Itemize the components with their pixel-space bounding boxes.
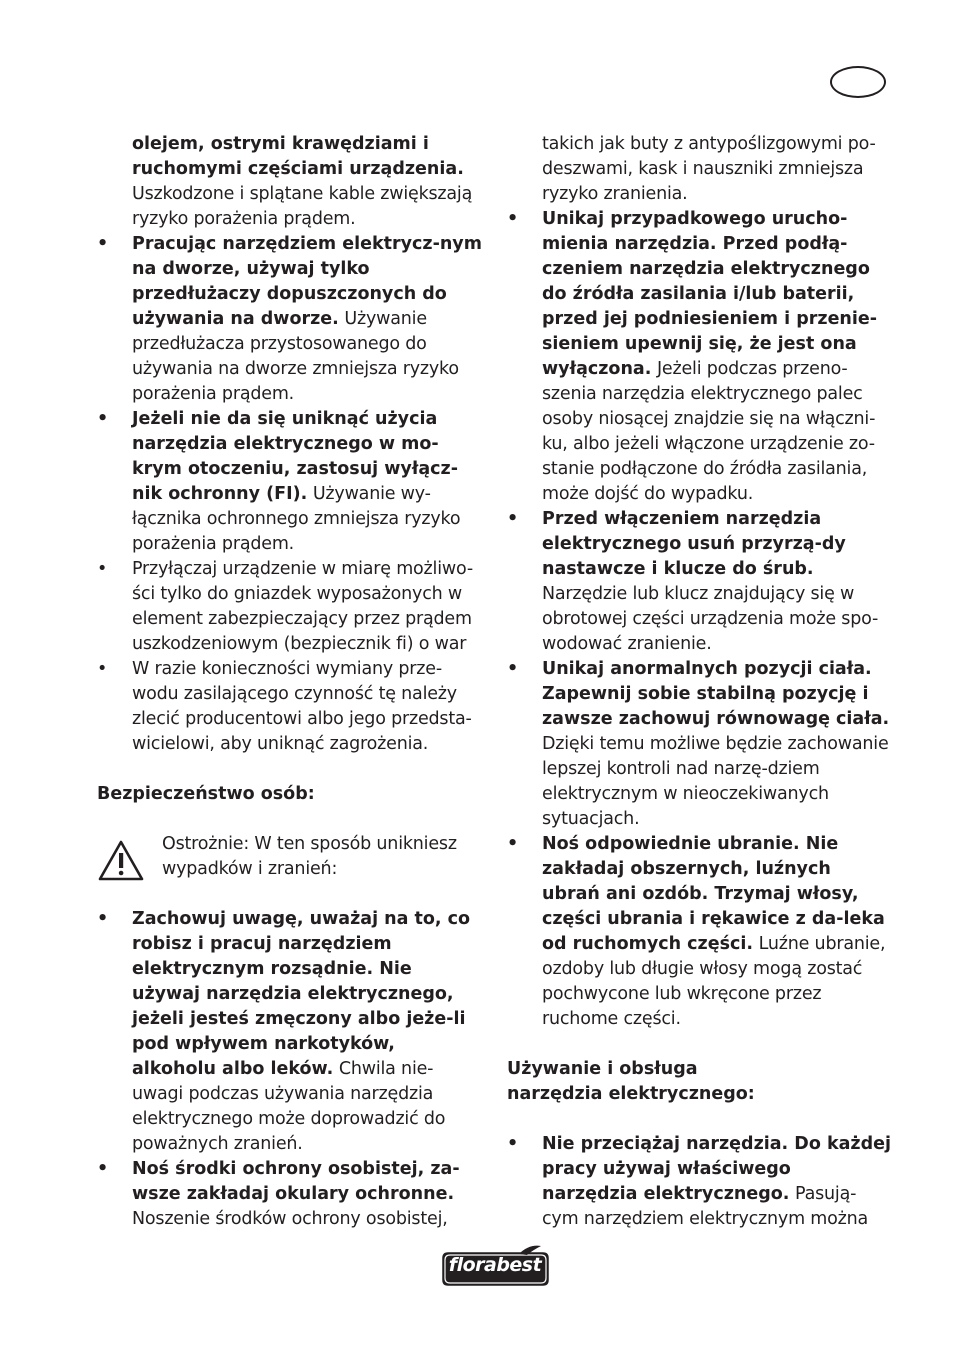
warning-block [97, 832, 482, 882]
item-text: Pasują-cym narzędziem elektrycznym można [542, 1184, 869, 1229]
language-badge [830, 66, 886, 98]
florabest-logo [437, 1244, 553, 1290]
list-item [507, 132, 892, 207]
item-bold-text: Noś odpowiednie ubranie. Nie zakładaj obszernych, luźnych ubrań ani ozdób. Trzymaj włosy, części ubrania i rękawice z da-leka od ruchomych części. [542, 834, 885, 954]
right-column [507, 132, 892, 1232]
item-text: Chwila nie-uwagi podczas używania narzędzia elektrycznego może doprowadzić do poważnych zranień. [132, 1059, 446, 1154]
list-item [507, 1132, 892, 1232]
list-item [507, 657, 892, 832]
item-text: Dzięki temu możliwe będzie zachowanie lepszej kontroli nad narzę-dziem elektrycznym w nieoczekiwanych sytuacjach. [542, 734, 889, 829]
item-text: W razie konieczności wymiany prze-wodu zasilającego czynność tę należy zlecić producentowi albo jego przedsta-wicielowi, aby uniknąć zagrożenia. [132, 659, 472, 754]
section-heading-line: narzędzia elektrycznego: [507, 1084, 755, 1104]
warning-text: Ostrożnie: W ten sposób unikniesz wypadków i zranień: [162, 834, 457, 879]
item-text: Luźne ubranie, ozdoby lub długie włosy mogą zostać pochwycone lub wkręcone przez ruchome części. [542, 934, 886, 1029]
list-item [97, 132, 482, 232]
item-bold-text: olejem, ostrymi krawędziami i ruchomymi częściami urządzenia. [132, 134, 464, 179]
item-bold-text: Pracując narzędziem elektrycz-nym na dworze, używaj tylko przedłużaczy dopuszczonych do używania na dworze. [132, 234, 482, 329]
item-bold-text: Unikaj przypadkowego urucho-mienia narzędzia. Przed podłą-czeniem narzędzia elektrycznego do źródła zasilania i/lub baterii, przed jej podniesieniem i przenie-sieniem upewnij się, że jest ona wyłączona. [542, 209, 878, 379]
item-text: Jeżeli podczas przeno-szenia narzędzia elektrycznego palec osoby niosącej znajdzie się na włączni-ku, albo jeżeli włączone urządzenie zo-stanie podłączone do źródła zasilania, może dojść do wypadku. [542, 359, 876, 504]
list-item [97, 1157, 482, 1232]
list-item [507, 207, 892, 507]
item-bold-text: Noś środki ochrony osobistej, za-wsze zakładaj okulary ochronne. [132, 1159, 460, 1204]
section-heading [507, 1057, 892, 1107]
item-text: Noszenie środków ochrony osobistej, [132, 1209, 448, 1229]
item-text: takich jak buty z antypoślizgowymi po-deszwami, kask i nauszniki zmniejsza ryzyko zranienia. [542, 134, 876, 204]
list-item [97, 557, 482, 657]
list-item [507, 507, 892, 657]
item-bold-text: Nie przeciążaj narzędzia. Do każdej pracy używaj właściwego narzędzia elektrycznego. [542, 1134, 891, 1204]
item-text: Przyłączaj urządzenie w miarę możliwo-ści tylko do gniazdek wyposażonych w element zabezpieczający przez prądem uszkodzeniowym (bezpiecznik fi) o war [132, 559, 473, 654]
item-text: Narzędzie lub klucz znajdujący się w obrotowej części urządzenia może spo-wodować zranienie. [542, 584, 879, 654]
item-text: Używanie przedłużacza przystosowanego do używania na dworze zmniejsza ryzyko porażenia prądem. [132, 309, 459, 404]
list-item [97, 907, 482, 1157]
item-text: Uszkodzone i splątane kable zwiększają ryzyko porażenia prądem. [132, 184, 473, 229]
left-column [97, 132, 482, 1232]
item-bold-text: Zachowuj uwagę, uważaj na to, co robisz i pracuj narzędziem elektrycznym rozsądnie. Nie używaj narzędzia elektrycznego, jeżeli jesteś zmęczony albo jeże-li pod wpływem narkotyków, alkoholu albo leków. [132, 909, 471, 1079]
item-bold-text: Unikaj anormalnych pozycji ciała. Zapewnij sobie stabilną pozycję i zawsze zachowuj równowagę ciała. [542, 659, 890, 729]
item-bold-text: Jeżeli nie da się uniknąć użycia narzędzia elektrycznego w mo-krym otoczeniu, zastosuj wyłącz-nik ochronny (FI). [132, 409, 458, 504]
logo-text: florabest [448, 1254, 542, 1276]
section-heading: Bezpieczeństwo osób: [97, 784, 315, 804]
item-bold-text: Przed włączeniem narzędzia elektrycznego usuń przyrzą-dy nastawcze i klucze do śrub. [542, 509, 846, 579]
section-heading-line: Używanie i obsługa [507, 1059, 698, 1079]
list-item [97, 407, 482, 557]
list-item [97, 657, 482, 757]
warning-triangle-icon [97, 839, 145, 883]
item-text: Używanie wy-łącznika ochronnego zmniejsza ryzyko porażenia prądem. [132, 484, 461, 554]
list-item [507, 832, 892, 1032]
list-item [97, 232, 482, 407]
